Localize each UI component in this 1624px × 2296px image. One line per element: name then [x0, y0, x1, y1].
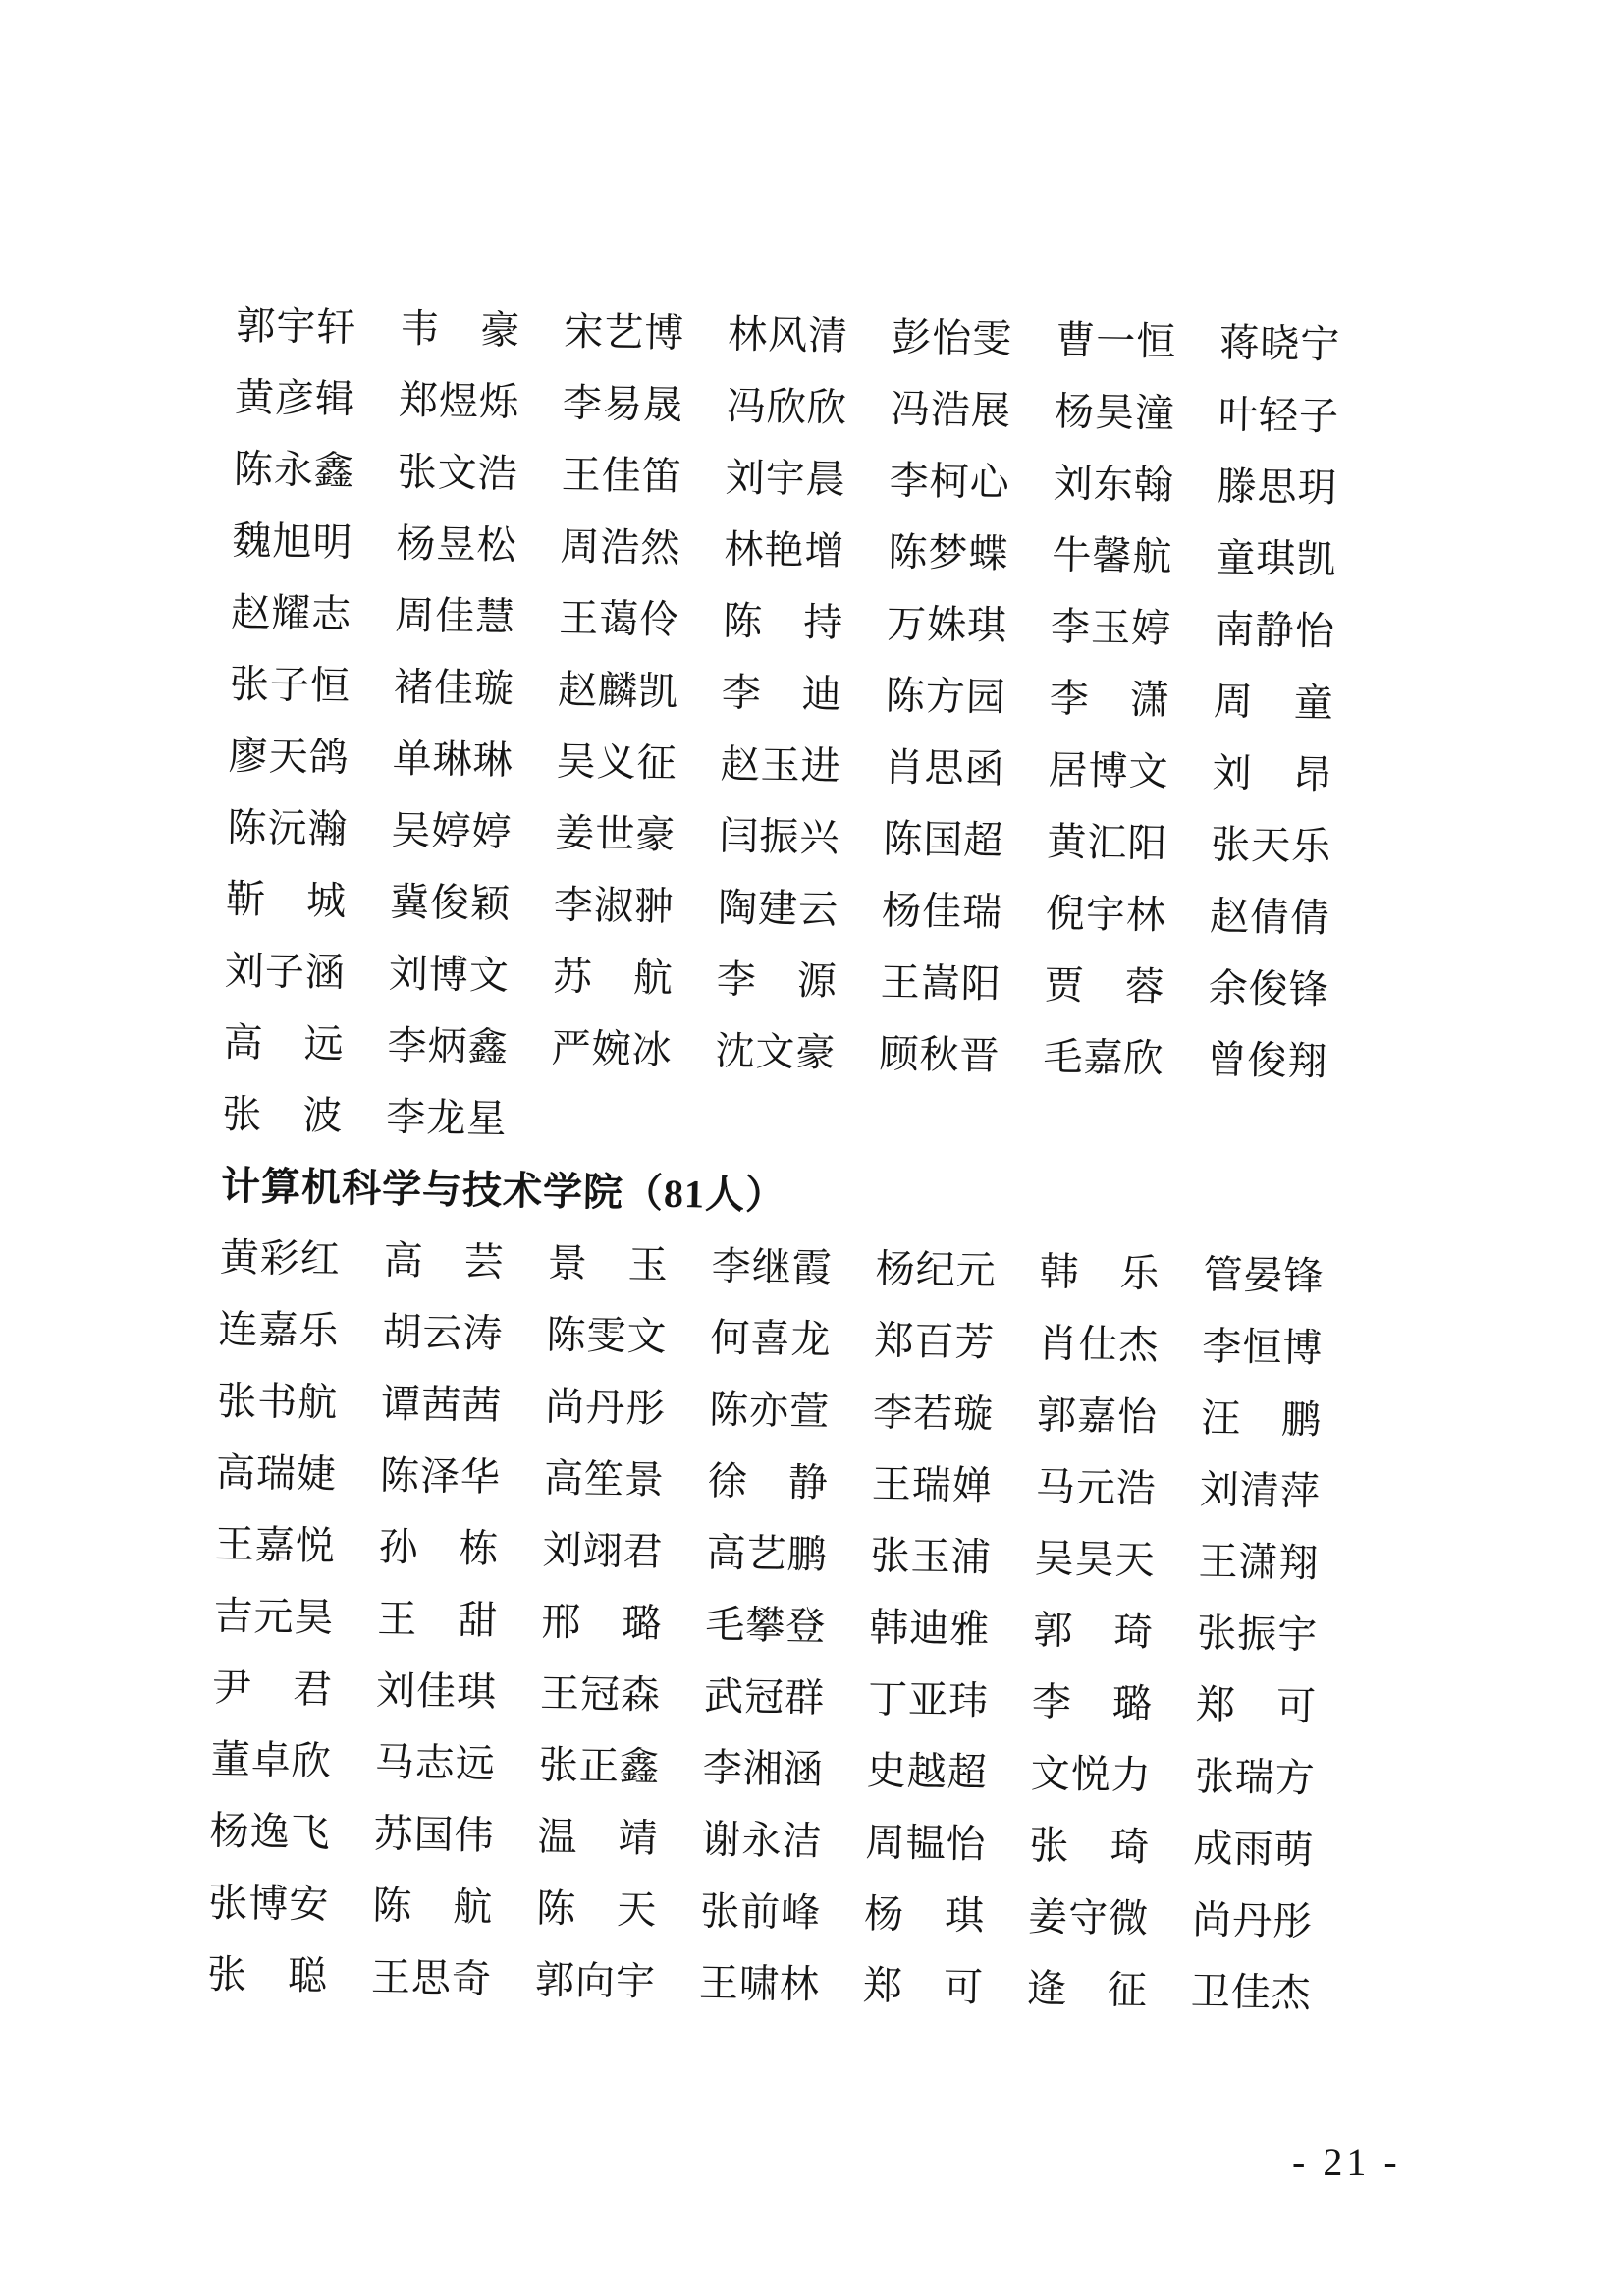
- name-entry: 靳 城: [225, 876, 348, 923]
- name-entry: 陈 航: [371, 1883, 494, 1930]
- name-entry: 吴昊天: [1034, 1535, 1156, 1583]
- name-entry: 马志远: [374, 1739, 497, 1786]
- name-entry: 肖仕杰: [1038, 1320, 1160, 1368]
- name-entry: 陈 天: [535, 1886, 658, 1933]
- name-entry: 蒋晓宁: [1218, 319, 1341, 367]
- name-entry: 张子恒: [229, 661, 352, 708]
- name-entry: 郑 可: [1195, 1681, 1318, 1728]
- name-entry: 李 潇: [1049, 676, 1171, 723]
- name-entry: 冀俊颖: [389, 879, 512, 926]
- name-entry: 胡云涛: [382, 1309, 504, 1356]
- name-entry: 刘翊君: [542, 1527, 665, 1574]
- name-entry: 武冠群: [703, 1673, 826, 1721]
- name-entry: 谭茜茜: [380, 1381, 503, 1428]
- name-entry: 陈永鑫: [233, 446, 355, 493]
- name-entry: 陈方园: [885, 673, 1007, 720]
- name-entry: 姜世豪: [555, 810, 677, 857]
- name-entry: 王思奇: [370, 1954, 493, 2001]
- name-entry: 郭宇轩: [235, 302, 357, 350]
- name-entry: 高 芸: [383, 1237, 506, 1285]
- name-entry: 郑百芳: [874, 1318, 996, 1365]
- name-entry: 逄 征: [1026, 1965, 1149, 2012]
- name-entry: 黄彩红: [219, 1234, 342, 1282]
- name-entry: 苏国伟: [373, 1811, 495, 1858]
- name-entry: 高瑞婕: [215, 1449, 338, 1497]
- name-entry: 陈 持: [722, 598, 844, 645]
- name-entry: 顾秋晋: [879, 1031, 1001, 1078]
- name-entry: 周韫怡: [865, 1819, 987, 1867]
- name-entry: 杨逸飞: [209, 1808, 331, 1855]
- name-entry: 廖天鸽: [228, 733, 351, 780]
- continued-name-list: [222, 290, 1395, 1170]
- name-entry: 赵倩倩: [1209, 893, 1331, 941]
- name-entry: 李恒博: [1201, 1323, 1324, 1370]
- name-entry: 贾 蓉: [1044, 961, 1166, 1010]
- name-entry: 陈国超: [882, 816, 1004, 863]
- name-entry: 景 玉: [547, 1240, 670, 1287]
- name-entry: 李湘涵: [702, 1745, 825, 1792]
- name-entry: 尚丹彤: [544, 1384, 667, 1431]
- name-entry: 李继霞: [711, 1243, 834, 1290]
- name-entry: 尚丹彤: [1191, 1896, 1314, 1943]
- name-entry: 丁亚玮: [867, 1675, 990, 1723]
- name-entry: 沈文豪: [715, 1028, 837, 1075]
- name-entry: 居博文: [1048, 747, 1169, 794]
- name-entry: 叶轻子: [1218, 391, 1340, 439]
- name-entry: 李易晟: [562, 380, 684, 427]
- name-entry: 王啸林: [698, 1959, 821, 2007]
- name-entry: 张瑞方: [1194, 1753, 1317, 1800]
- name-entry: 杨纪元: [875, 1246, 998, 1293]
- name-entry: 宋艺博: [563, 308, 685, 355]
- section-heading-computer-science: 计算机科学与技术学院（81人）: [220, 1163, 786, 1218]
- name-entry: 吴婷婷: [391, 807, 513, 854]
- name-entry: 张书航: [216, 1378, 339, 1425]
- name-entry: 倪宇林: [1045, 890, 1167, 938]
- name-entry: 高艺鹏: [706, 1530, 829, 1577]
- name-entry: 张前峰: [699, 1887, 822, 1936]
- name-entry: 高笙景: [543, 1455, 666, 1503]
- name-entry: 周 童: [1213, 678, 1335, 726]
- name-entry: 杨昱松: [396, 520, 517, 568]
- name-entry: 张振宇: [1196, 1610, 1319, 1657]
- name-entry: 李龙星: [385, 1094, 508, 1141]
- name-entry: 南静怡: [1214, 606, 1336, 654]
- name-entry: 王 甜: [377, 1596, 499, 1643]
- name-entry: 肖思函: [884, 744, 1005, 792]
- name-entry: 周佳慧: [394, 592, 516, 639]
- name-entry: 陈雯文: [546, 1312, 668, 1359]
- name-entry: 李淑翀: [553, 882, 676, 929]
- name-entry: 谢永洁: [701, 1817, 823, 1864]
- name-entry: 严婉冰: [551, 1025, 673, 1072]
- name-entry: 吉元昊: [213, 1593, 335, 1640]
- name-entry: 林风清: [727, 311, 849, 358]
- name-entry: 韩 乐: [1039, 1248, 1162, 1296]
- name-entry: 郑煜烁: [398, 377, 520, 424]
- name-entry: 成雨萌: [1193, 1825, 1315, 1872]
- name-entry: 刘 昂: [1212, 749, 1333, 797]
- name-entry: 汪 鹏: [1200, 1394, 1323, 1442]
- name-entry: 毛嘉欣: [1043, 1033, 1164, 1081]
- name-entry: 张博安: [207, 1880, 330, 1927]
- name-entry: 李 源: [716, 957, 839, 1004]
- name-entry: 单琳琳: [392, 736, 514, 783]
- name-entry: 马元浩: [1035, 1463, 1158, 1511]
- name-entry: 陈沅瀚: [227, 804, 349, 851]
- name-entry: 王嘉悦: [214, 1521, 337, 1568]
- name-entry: 王嵩阳: [880, 959, 1002, 1007]
- name-entry: 韦 豪: [399, 305, 521, 353]
- name-entry: 徐 静: [707, 1458, 830, 1505]
- name-entry: 闫振兴: [718, 813, 840, 860]
- name-entry: 冯浩展: [890, 386, 1012, 433]
- name-entry: 孙 栋: [378, 1524, 501, 1571]
- name-entry: 张 琦: [1029, 1822, 1151, 1869]
- name-entry: 刘佳琪: [375, 1667, 498, 1715]
- name-entry: 郭嘉怡: [1036, 1392, 1159, 1440]
- name-entry: 董卓欣: [210, 1736, 333, 1783]
- name-entry: 何喜龙: [710, 1315, 832, 1362]
- name-entry: 吴义征: [556, 738, 678, 786]
- name-entry: 张玉浦: [870, 1532, 992, 1580]
- name-list-content: [206, 290, 1394, 2030]
- name-entry: 刘博文: [388, 951, 511, 998]
- name-entry: 陈亦萱: [708, 1387, 831, 1434]
- name-entry: 邢 璐: [540, 1599, 663, 1646]
- name-entry: 周浩然: [560, 523, 681, 571]
- name-entry: 李柯心: [889, 458, 1011, 505]
- name-entry: 刘清萍: [1199, 1466, 1322, 1513]
- name-entry: 温 靖: [537, 1814, 659, 1861]
- name-entry: 赵耀志: [230, 589, 352, 636]
- name-entry: 韩迪雅: [868, 1604, 991, 1652]
- name-entry: 李 迪: [721, 670, 843, 717]
- name-entry: 尹 君: [211, 1665, 334, 1712]
- name-entry: 万姝琪: [886, 601, 1008, 648]
- name-entry: 黄彦辑: [234, 374, 356, 421]
- name-entry: 文悦力: [1030, 1750, 1153, 1797]
- name-entry: 褚佳璇: [393, 664, 515, 711]
- name-entry: 赵麟凯: [557, 667, 679, 714]
- name-entry: 苏 航: [552, 954, 675, 1001]
- page-number: - 21 -: [1292, 2140, 1401, 2184]
- name-entry: 姜守微: [1027, 1893, 1150, 1941]
- name-entry: 陶建云: [717, 885, 839, 932]
- name-entry: 滕思玥: [1217, 463, 1339, 511]
- name-entry: 陈泽华: [379, 1452, 502, 1500]
- name-entry: 刘宇晨: [725, 455, 847, 502]
- name-entry: 毛攀登: [704, 1602, 827, 1649]
- name-entry: 卫佳杰: [1190, 1968, 1313, 2015]
- name-entry: 赵玉进: [720, 741, 842, 789]
- computer-science-name-list: [206, 1222, 1379, 2030]
- name-entry: 王潇翔: [1198, 1538, 1320, 1585]
- name-entry: 刘东翰: [1053, 461, 1175, 508]
- name-entry: 陈梦蝶: [888, 529, 1009, 576]
- name-entry: 杨佳瑞: [881, 888, 1003, 935]
- name-entry: 曾俊翔: [1207, 1036, 1328, 1084]
- name-entry: 张正鑫: [538, 1742, 661, 1789]
- name-entry: 王佳笛: [561, 452, 683, 499]
- name-entry: 史越超: [866, 1747, 989, 1795]
- name-entry: 黄汇阳: [1046, 818, 1168, 866]
- name-entry: 林艳增: [724, 526, 845, 574]
- name-entry: 冯欣欣: [726, 383, 848, 430]
- name-entry: 张 波: [221, 1091, 344, 1138]
- name-entry: 连嘉乐: [218, 1306, 340, 1353]
- name-entry: 李炳鑫: [387, 1022, 509, 1069]
- name-entry: 童琪凯: [1216, 534, 1337, 582]
- name-entry: 曹一恒: [1055, 317, 1177, 364]
- name-entry: 张 聪: [206, 1951, 329, 1998]
- name-entry: 王冠森: [539, 1670, 662, 1718]
- name-entry: 郭向宇: [534, 1957, 657, 2004]
- name-entry: 张文浩: [397, 449, 519, 496]
- name-entry: 郭 琦: [1032, 1607, 1155, 1655]
- name-entry: 李若璇: [872, 1389, 995, 1437]
- name-entry: 高 远: [223, 1019, 346, 1066]
- name-entry: 张天乐: [1210, 821, 1332, 869]
- name-entry: 郑 可: [862, 1962, 985, 2010]
- name-entry: 魏旭明: [232, 518, 353, 565]
- name-entry: 王蔼伶: [558, 595, 680, 642]
- name-entry: 王瑞婵: [871, 1460, 994, 1508]
- name-entry: 管晏锋: [1203, 1251, 1326, 1298]
- name-entry: 牛馨航: [1052, 532, 1173, 579]
- name-entry: 余俊锋: [1208, 964, 1330, 1012]
- name-entry: 杨昊潼: [1054, 389, 1176, 436]
- name-entry: 杨 琪: [863, 1890, 986, 1939]
- name-entry: 刘子涵: [224, 948, 347, 995]
- name-entry: 李 璐: [1031, 1678, 1154, 1725]
- name-entry: 李玉婷: [1050, 604, 1172, 651]
- name-entry: 彭怡雯: [891, 314, 1013, 361]
